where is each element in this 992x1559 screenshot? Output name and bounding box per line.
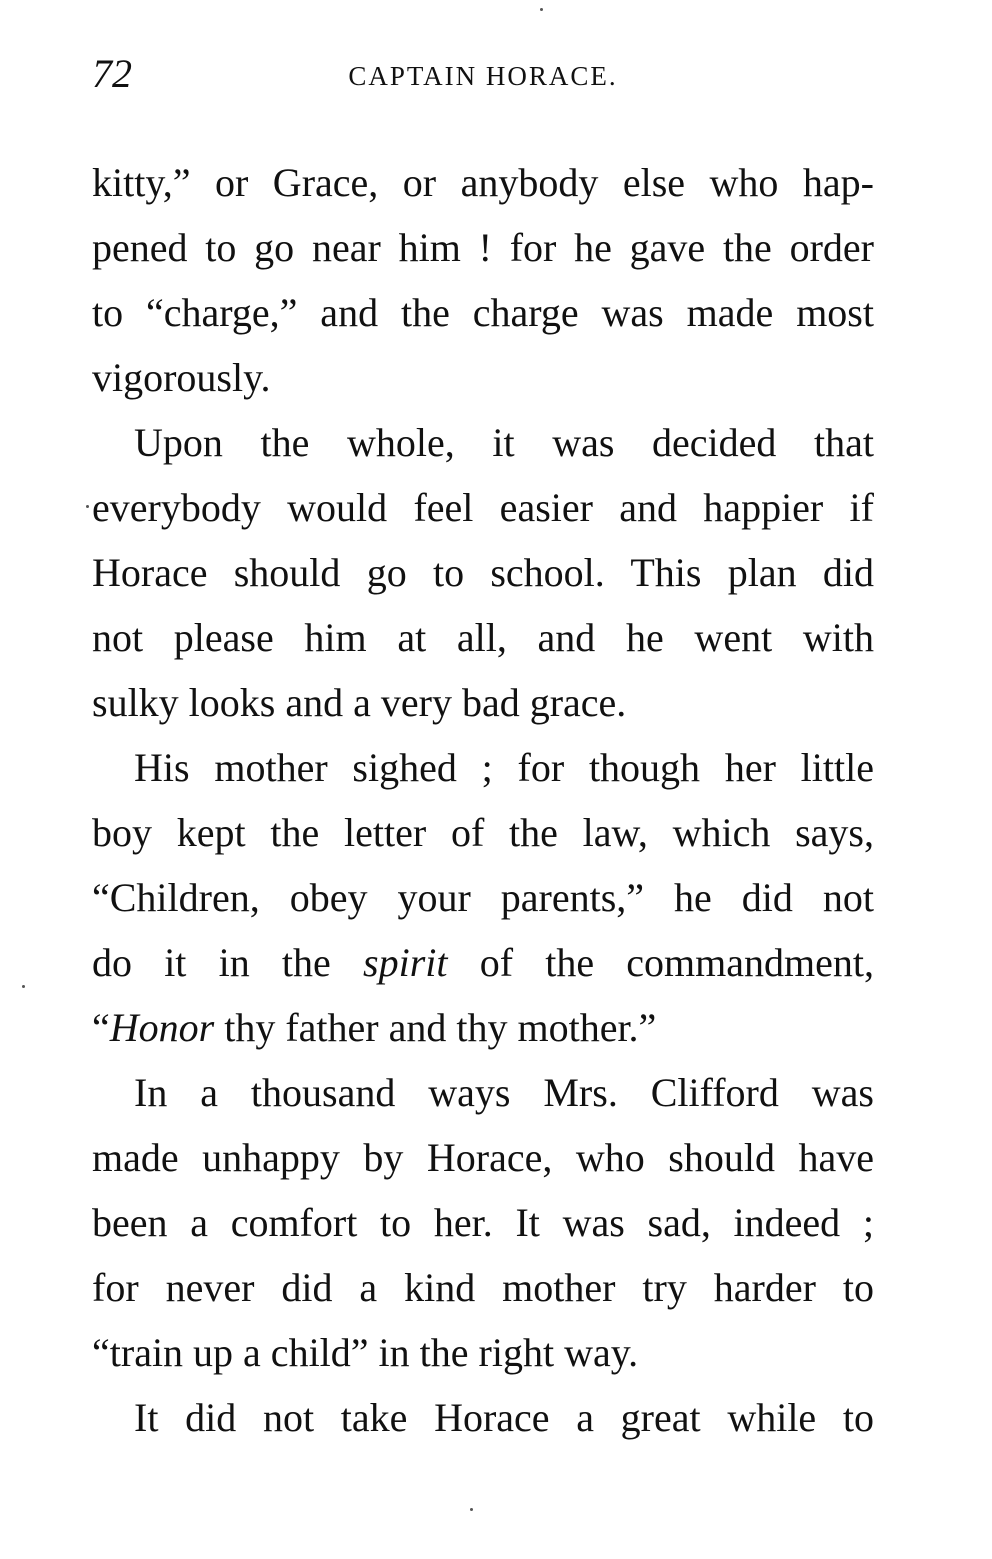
text-line: Upon the whole, it was decided that <box>134 420 874 465</box>
text-line: In a thousand ways Mrs. Clifford was <box>134 1070 874 1115</box>
italic-word: spirit <box>363 940 448 985</box>
text-line: everybody would feel easier and happier if <box>92 485 874 530</box>
text-line: kitty,” or Grace, or anybody else who hap- <box>92 160 874 205</box>
print-speck <box>86 505 89 508</box>
print-speck <box>540 8 543 11</box>
text-line: for never did a kind mother try harder to <box>92 1265 874 1310</box>
text-line: to “charge,” and the charge was made most <box>92 290 874 335</box>
text-line: been a comfort to her. It was sad, indeed ; <box>92 1200 874 1245</box>
text-segment: “ <box>92 1005 110 1050</box>
text-line <box>92 995 874 1060</box>
italic-word: Honor <box>109 1005 215 1050</box>
text-line: It did not take Horace a great while to <box>134 1395 874 1440</box>
text-segment: thy father and thy mother.” <box>214 1005 657 1050</box>
text-line <box>92 930 874 995</box>
text-line: Horace should go to school. This plan did <box>92 550 874 595</box>
running-head <box>92 52 874 96</box>
text-line: made unhappy by Horace, who should have <box>92 1135 874 1180</box>
body-text <box>92 150 874 1450</box>
text-line: not please him at all, and he went with <box>92 615 874 660</box>
page-number: 72 <box>92 51 132 96</box>
text-line: boy kept the letter of the law, which says, <box>92 810 874 855</box>
text-line: sulky looks and a very bad grace. <box>92 680 627 725</box>
text-line: His mother sighed ; for though her little <box>134 745 874 790</box>
text-segment: do it in the <box>92 940 364 985</box>
text-line: vigorously. <box>92 355 271 400</box>
text-line: “train up a child” in the right way. <box>92 1330 639 1375</box>
text-line: “Children, obey your parents,” he did not <box>92 875 874 920</box>
text-line: pened to go near him ! for he gave the order <box>92 225 874 270</box>
print-speck <box>470 1508 473 1511</box>
running-title: CAPTAIN HORACE. <box>348 61 618 91</box>
print-speck <box>22 985 25 988</box>
text-segment: of the commandment, <box>447 940 874 985</box>
